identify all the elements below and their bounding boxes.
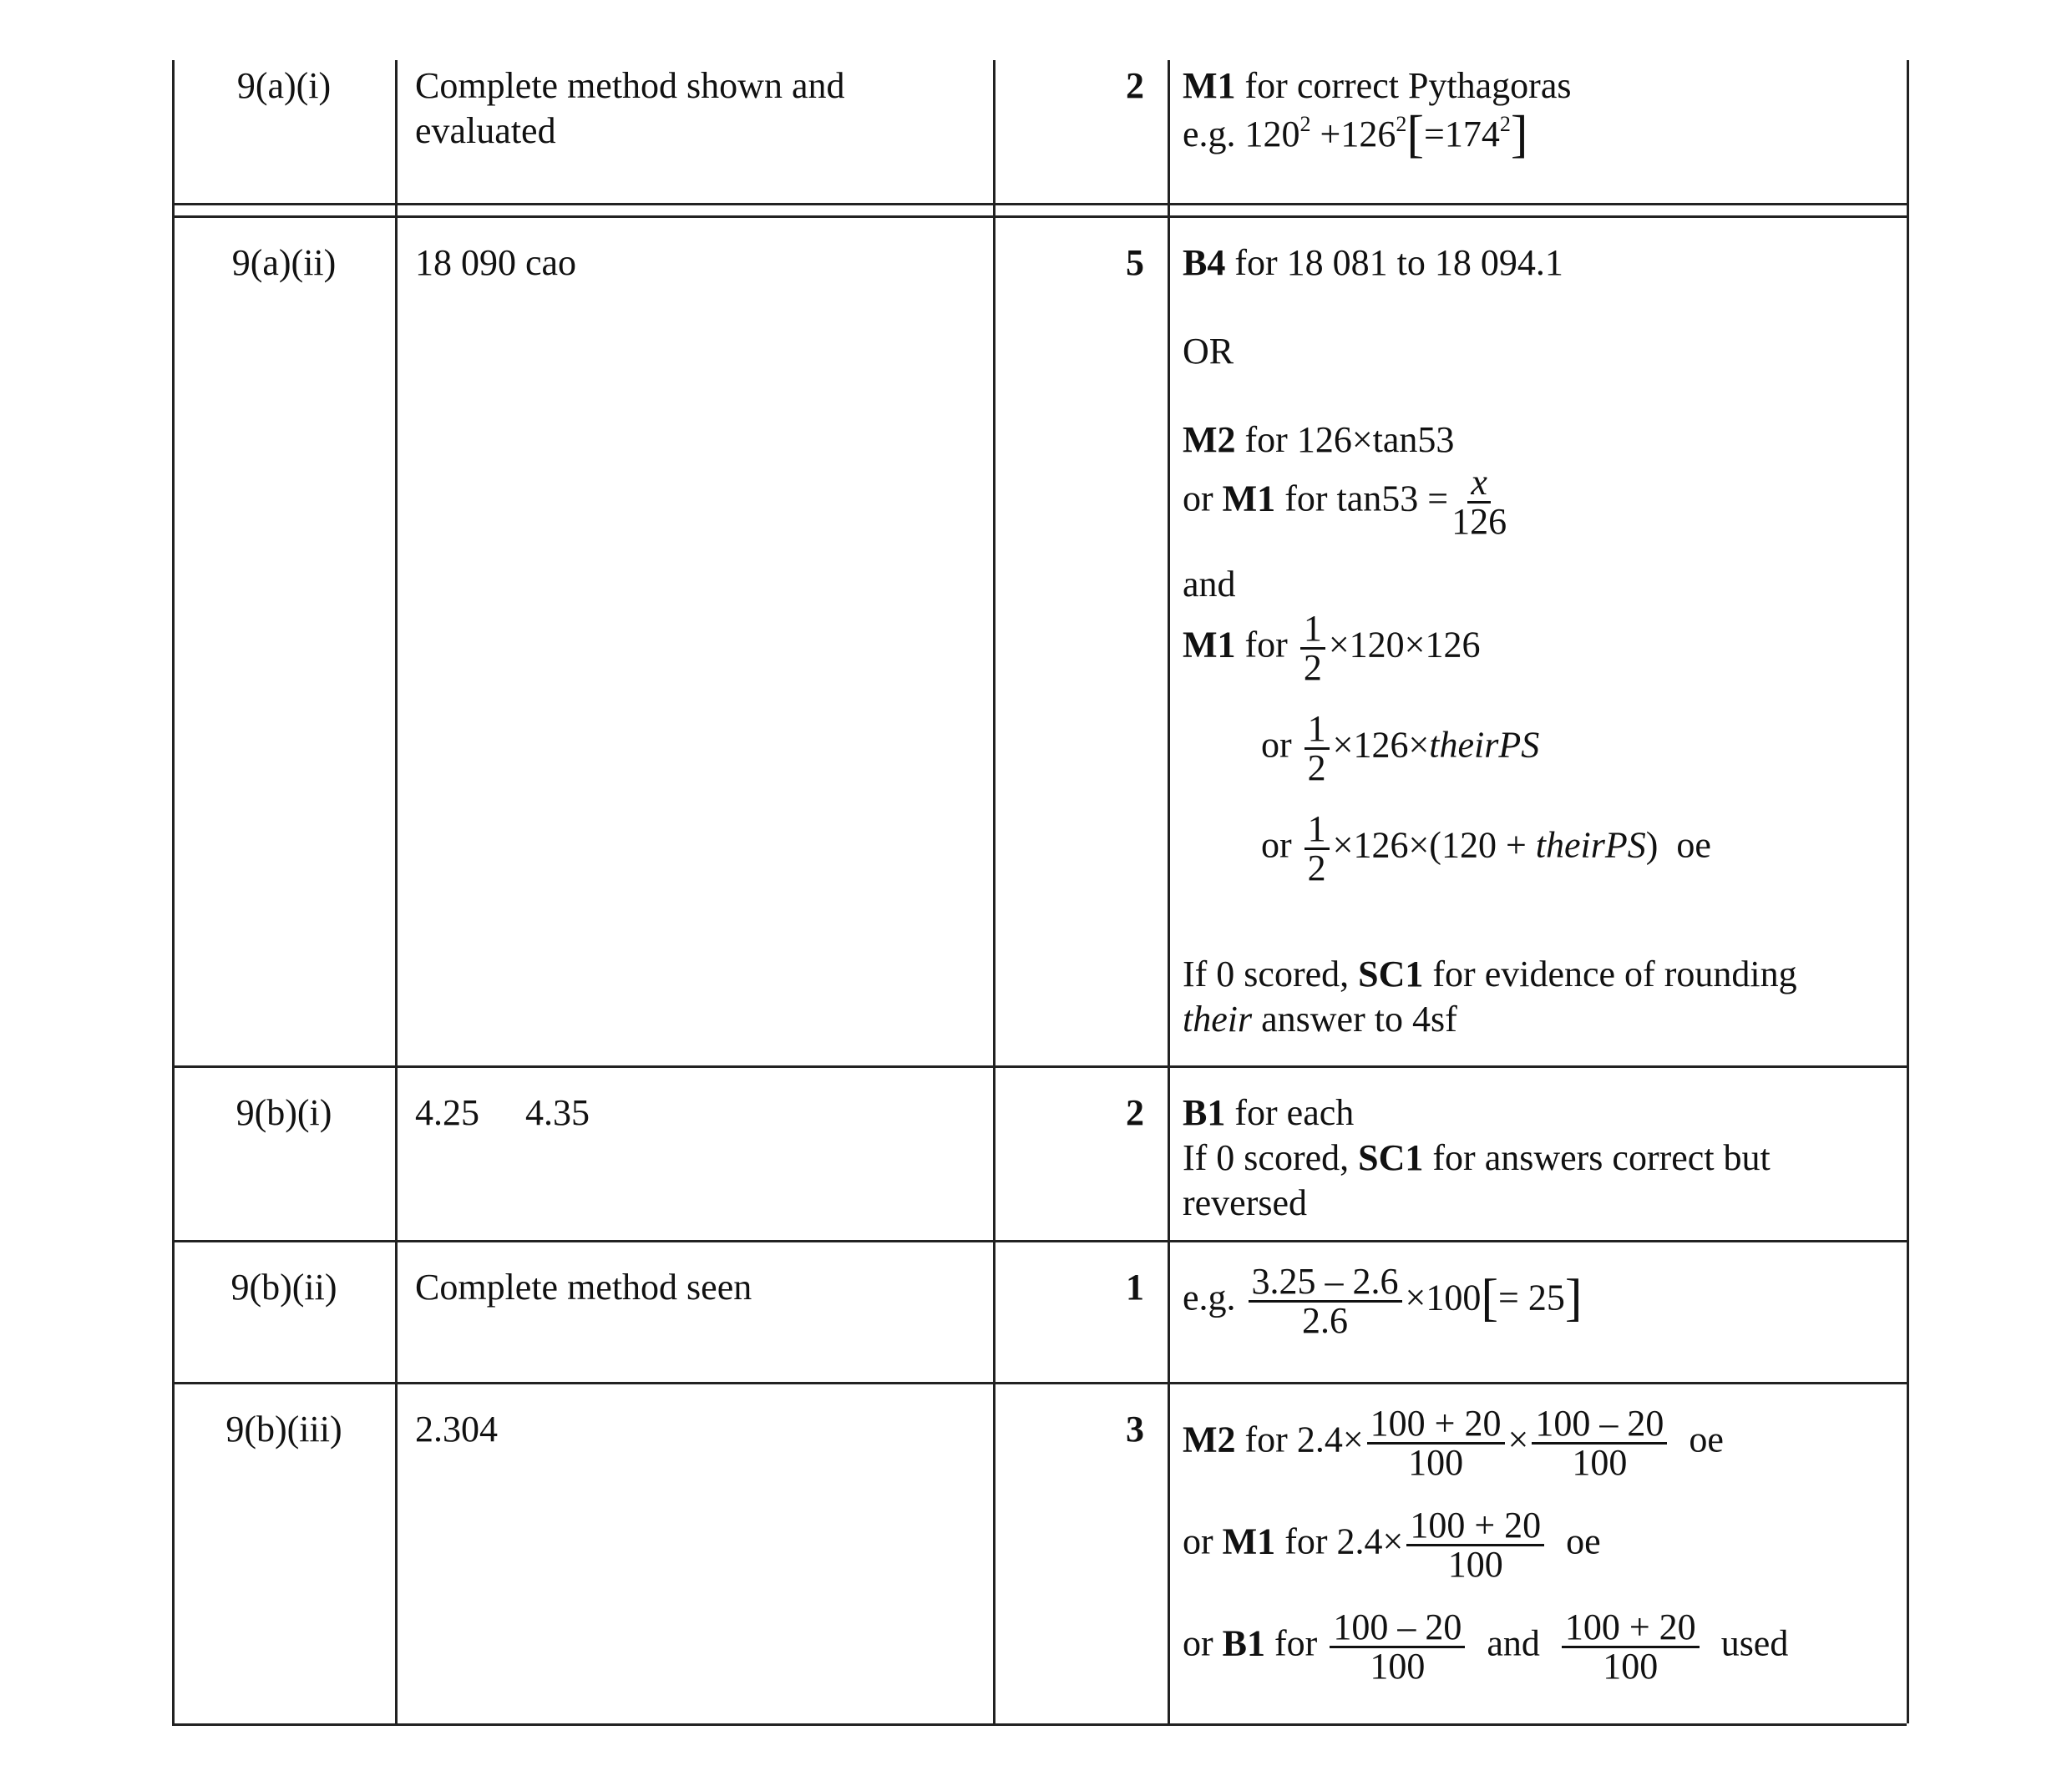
fraction-denominator: 100: [1572, 1442, 1628, 1483]
question-number: 9(b)(i): [236, 1092, 332, 1133]
fraction-numerator: x: [1467, 466, 1491, 503]
mark-code: SC1: [1358, 954, 1424, 994]
right-bracket: ]: [1510, 106, 1528, 163]
or-word: or: [1261, 824, 1292, 866]
fraction: [1451, 462, 1507, 542]
left-bracket: [: [1481, 1269, 1499, 1327]
fraction-half: [1300, 608, 1325, 688]
marks-value: 1: [1126, 1267, 1144, 1308]
column-divider-marks: [993, 60, 995, 1723]
expr-term: 2.4×: [1336, 1520, 1404, 1562]
answer-text: 18 090 cao: [415, 242, 577, 283]
fraction-numerator: 1: [1304, 712, 1330, 750]
marks-value: 3: [1126, 1409, 1144, 1450]
for-word: for: [1244, 624, 1288, 665]
fraction-half: [1304, 708, 1330, 788]
guidance-cell: [1183, 1090, 1901, 1226]
eg-prefix: e.g.: [1183, 1277, 1236, 1318]
for-word: for: [1284, 1520, 1328, 1562]
guidance-text: for each: [1234, 1092, 1355, 1133]
column-divider-answer: [395, 60, 398, 1723]
row-divider: [172, 203, 1907, 205]
mark-code: M1: [1222, 478, 1276, 519]
guidance-cell: [1183, 63, 1901, 163]
fraction: [1330, 1606, 1465, 1687]
left-bracket: [: [1406, 106, 1425, 163]
oe-label: oe: [1566, 1520, 1601, 1562]
fraction-denominator: 100: [1370, 1646, 1426, 1687]
times-sign: ×: [1507, 1419, 1529, 1460]
oe-label: oe: [1676, 824, 1711, 866]
mark-code: M2: [1183, 419, 1236, 460]
fraction-denominator: 2: [1307, 747, 1326, 788]
and-label: and: [1183, 564, 1236, 605]
mark-code: SC1: [1358, 1137, 1424, 1178]
question-number: 9(a)(ii): [231, 242, 337, 283]
expr-term: ×126×(120 +: [1332, 824, 1536, 866]
table-border-right: [1907, 60, 1909, 1723]
or-word: or: [1183, 478, 1213, 519]
expr-term: =174: [1424, 114, 1500, 154]
or-word: or: [1183, 1520, 1213, 1562]
exponent: 2: [1499, 112, 1511, 136]
fraction: [1532, 1403, 1667, 1483]
expr-variable: theirPS: [1429, 724, 1540, 766]
fraction-numerator: 100 + 20: [1406, 1509, 1544, 1546]
guidance-text: reversed: [1183, 1182, 1308, 1223]
question-number: 9(b)(ii): [231, 1267, 337, 1308]
fraction-numerator: 3.25 – 2.6: [1249, 1265, 1402, 1303]
mark-code: B1: [1222, 1622, 1266, 1664]
exponent: 2: [1299, 112, 1311, 136]
guidance-cell: [1183, 1261, 1901, 1341]
expr-term: ): [1645, 824, 1659, 866]
or-word: or: [1261, 724, 1292, 766]
expr-term: tan53 =: [1336, 478, 1449, 519]
fraction-half: [1304, 808, 1330, 888]
table-border-bottom: [172, 1723, 1907, 1726]
mark-code: M2: [1183, 1419, 1236, 1460]
expr-term: +126: [1320, 114, 1396, 154]
fraction: [1249, 1261, 1402, 1341]
fraction: [1406, 1505, 1544, 1585]
mark-code: M1: [1183, 624, 1236, 665]
answer-text: Complete method seen: [415, 1267, 752, 1308]
guidance-text: for 126×tan53: [1244, 419, 1455, 460]
expr-term: 2.4×: [1296, 1419, 1364, 1460]
fraction-denominator: 2: [1303, 647, 1322, 688]
answer-text: 2.304: [415, 1409, 498, 1450]
fraction-numerator: 100 – 20: [1330, 1611, 1465, 1648]
fraction-denominator: 100: [1408, 1442, 1464, 1483]
guidance-text: for 18 081 to 18 094.1: [1234, 242, 1563, 283]
guidance-text: If 0 scored,: [1183, 954, 1350, 994]
guidance-cell: [1183, 1403, 1901, 1716]
marks-value: 2: [1126, 65, 1144, 106]
or-label: OR: [1183, 331, 1234, 372]
mark-code: B1: [1183, 1092, 1226, 1133]
guidance-cell: [1183, 240, 1901, 1059]
fraction-numerator: 100 – 20: [1532, 1407, 1667, 1445]
answer-text: 4.25 4.35: [415, 1092, 590, 1133]
row-divider: [172, 1240, 1907, 1242]
expr-variable: theirPS: [1535, 824, 1646, 866]
question-number: 9(a)(i): [236, 65, 332, 106]
fraction: [1367, 1403, 1505, 1483]
mark-code: M1: [1183, 65, 1236, 106]
fraction-denominator: 100: [1603, 1646, 1659, 1687]
column-divider-guidance: [1168, 60, 1170, 1723]
expr-term: ×100: [1405, 1277, 1482, 1318]
oe-label: oe: [1689, 1419, 1724, 1460]
expr-term: ×126×: [1332, 724, 1430, 766]
guidance-text: for answers correct but: [1432, 1137, 1771, 1178]
fraction: [1562, 1606, 1700, 1687]
fraction-numerator: 1: [1304, 812, 1330, 850]
answer-text: Complete method shown and evaluated: [415, 65, 845, 151]
used-word: used: [1720, 1622, 1789, 1664]
fraction-numerator: 100 + 20: [1367, 1407, 1505, 1445]
marks-value: 5: [1126, 242, 1144, 283]
question-number: 9(b)(iii): [225, 1409, 342, 1450]
or-word: or: [1183, 1622, 1213, 1664]
fraction-numerator: 100 + 20: [1562, 1611, 1700, 1648]
for-word: for: [1244, 1419, 1288, 1460]
fraction-numerator: 1: [1300, 612, 1325, 650]
mark-code: B4: [1183, 242, 1226, 283]
expr-term: 120: [1244, 114, 1300, 154]
fraction-denominator: 100: [1447, 1544, 1503, 1585]
guidance-text: If 0 scored,: [1183, 1137, 1350, 1178]
marks-value: 2: [1126, 1092, 1144, 1133]
row-divider: [172, 1065, 1907, 1068]
mark-code: M1: [1222, 1520, 1276, 1562]
exponent: 2: [1396, 112, 1407, 136]
guidance-text: answer to 4sf: [1261, 999, 1457, 1040]
eg-prefix: e.g.: [1183, 114, 1236, 154]
guidance-text: for correct Pythagoras: [1244, 65, 1572, 106]
fraction-denominator: 2: [1307, 848, 1326, 888]
fraction-denominator: 126: [1451, 501, 1507, 542]
for-word: for: [1284, 478, 1328, 519]
fraction-denominator: 2.6: [1302, 1300, 1349, 1341]
table-border-left: [172, 60, 175, 1723]
row-divider: [172, 215, 1907, 218]
guidance-text-italic: their: [1183, 999, 1253, 1040]
expr-term: ×120×126: [1328, 624, 1481, 665]
and-word: and: [1487, 1622, 1540, 1664]
row-divider: [172, 1382, 1907, 1384]
expr-term: = 25: [1498, 1277, 1565, 1318]
right-bracket: ]: [1564, 1269, 1583, 1327]
for-word: for: [1274, 1622, 1318, 1664]
guidance-text: for evidence of rounding: [1432, 954, 1797, 994]
